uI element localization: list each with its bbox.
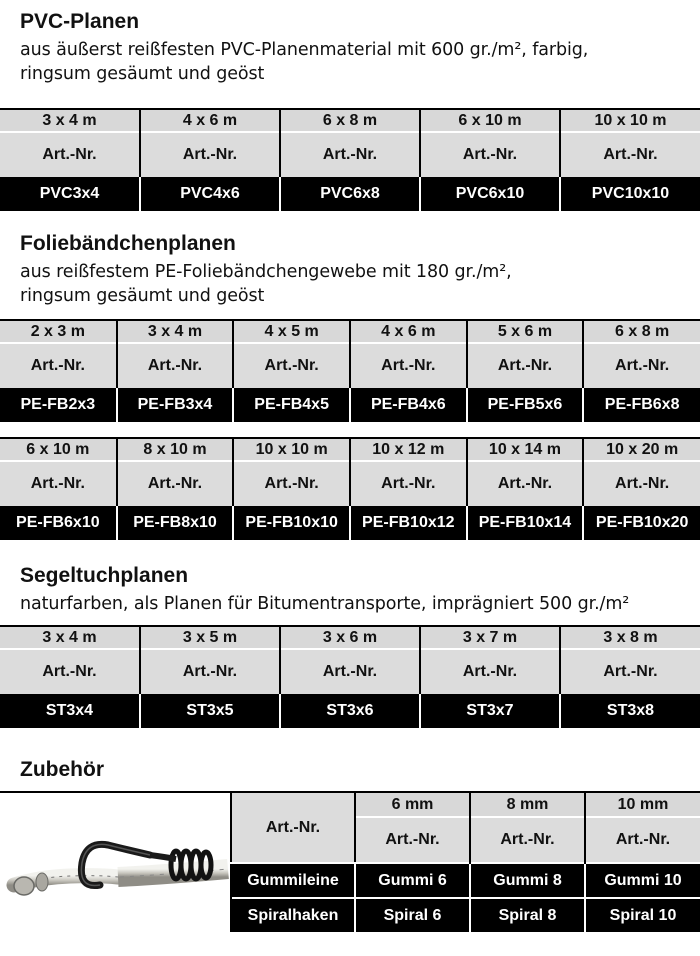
art-label: Art.-Nr.: [140, 649, 280, 694]
size-cell: 3 x 6 m: [280, 626, 420, 649]
article-code: Gummi 8: [470, 863, 585, 898]
size-cell: 8 mm: [470, 793, 585, 817]
article-code: Gummi 10: [585, 863, 700, 898]
art-label: Art.-Nr.: [233, 343, 350, 388]
art-label: Art.-Nr.: [117, 461, 234, 506]
article-code: PVC4x6: [140, 177, 280, 211]
art-label: Art.-Nr.: [0, 649, 140, 694]
article-code: PE-FB10x20: [583, 506, 700, 540]
art-label: Art.-Nr.: [585, 817, 700, 863]
art-label: Art.-Nr.: [467, 343, 584, 388]
size-cell: 6 mm: [355, 793, 470, 817]
row-label-spiralhaken: Spiralhaken: [231, 898, 355, 932]
art-label: Art.-Nr.: [560, 649, 700, 694]
art-label: Art.-Nr.: [0, 132, 140, 177]
art-label: Art.-Nr.: [0, 461, 117, 506]
size-cell: 10 x 12 m: [350, 438, 467, 461]
art-label: Art.-Nr.: [583, 343, 700, 388]
size-cell: 10 x 10 m: [233, 438, 350, 461]
article-code: PE-FB6x8: [583, 388, 700, 422]
article-code: PE-FB6x10: [0, 506, 117, 540]
article-code: PE-FB10x10: [233, 506, 350, 540]
article-code: Spiral 6: [355, 898, 470, 932]
section-title-segel: Segeltuchplanen: [20, 564, 189, 587]
article-code: PE-FB10x12: [350, 506, 467, 540]
size-cell: 3 x 8 m: [560, 626, 700, 649]
article-code: PE-FB3x4: [117, 388, 234, 422]
size-cell: 6 x 8 m: [583, 320, 700, 343]
section-title-pvc: PVC-Planen: [20, 10, 140, 33]
art-label: Art.-Nr.: [350, 343, 467, 388]
size-cell: 3 x 4 m: [0, 626, 140, 649]
size-cell: 6 x 8 m: [280, 109, 420, 132]
size-cell: 3 x 7 m: [420, 626, 560, 649]
art-label: Art.-Nr.: [467, 461, 584, 506]
folie-table-2: [0, 437, 700, 540]
zubehoer-block: [0, 791, 700, 941]
section-desc-segel: naturfarben, als Planen für Bitumentransporte, imprägniert 500 gr./m²: [20, 594, 630, 614]
article-code: PE-FB2x3: [0, 388, 117, 422]
size-cell: 2 x 3 m: [0, 320, 117, 343]
art-label: Art.-Nr.: [0, 343, 117, 388]
art-label: Art.-Nr.: [470, 817, 585, 863]
folie-table-1: [0, 319, 700, 422]
size-cell: 8 x 10 m: [117, 438, 234, 461]
art-label: Art.-Nr.: [233, 461, 350, 506]
size-cell: 4 x 6 m: [350, 320, 467, 343]
art-label: Art.-Nr.: [560, 132, 700, 177]
section-title-folie: Foliebändchenplanen: [20, 232, 236, 255]
art-label: Art.-Nr.: [420, 649, 560, 694]
size-cell: 6 x 10 m: [420, 109, 560, 132]
article-code: ST3x4: [0, 694, 140, 728]
art-label: Art.-Nr.: [350, 461, 467, 506]
art-label: Art.-Nr.: [280, 649, 420, 694]
article-code: PE-FB10x14: [467, 506, 584, 540]
size-cell: 10 mm: [585, 793, 700, 817]
article-code: PVC6x8: [280, 177, 420, 211]
art-label: Art.-Nr.: [420, 132, 560, 177]
art-label: Art.-Nr.: [583, 461, 700, 506]
article-code: ST3x6: [280, 694, 420, 728]
article-code: Gummi 6: [355, 863, 470, 898]
size-cell: 5 x 6 m: [467, 320, 584, 343]
size-cell: 10 x 14 m: [467, 438, 584, 461]
art-label-left: Art.-Nr.: [231, 793, 355, 863]
article-code: PVC3x4: [0, 177, 140, 211]
section-title-zubehoer: Zubehör: [20, 758, 104, 781]
article-code: PVC6x10: [420, 177, 560, 211]
art-label: Art.-Nr.: [140, 132, 280, 177]
article-code: PE-FB8x10: [117, 506, 234, 540]
size-cell: 4 x 6 m: [140, 109, 280, 132]
row-label-gummileine: Gummileine: [231, 863, 355, 898]
art-label: Art.-Nr.: [355, 817, 470, 863]
size-cell: 3 x 5 m: [140, 626, 280, 649]
article-code: Spiral 10: [585, 898, 700, 932]
art-label: Art.-Nr.: [280, 132, 420, 177]
segel-table: [0, 625, 700, 728]
section-desc-pvc: aus äußerst reißfesten PVC-Planenmaterial mit 600 gr./m², farbig, ringsum gesäumt und geöst: [20, 40, 589, 84]
size-cell: 6 x 10 m: [0, 438, 117, 461]
size-cell: 3 x 4 m: [117, 320, 234, 343]
size-cell: 10 x 20 m: [583, 438, 700, 461]
article-code: PE-FB4x5: [233, 388, 350, 422]
pvc-table: [0, 108, 700, 211]
section-desc-folie: aus reißfestem PE-Foliebändchengewebe mit 180 gr./m², ringsum gesäumt und geöst: [20, 262, 512, 306]
article-code: PVC10x10: [560, 177, 700, 211]
size-cell: 4 x 5 m: [233, 320, 350, 343]
article-code: ST3x5: [140, 694, 280, 728]
bungee-cord-hook-icon: [0, 793, 230, 941]
article-code: PE-FB5x6: [467, 388, 584, 422]
size-cell: 10 x 10 m: [560, 109, 700, 132]
size-cell: 3 x 4 m: [0, 109, 140, 132]
art-label: Art.-Nr.: [117, 343, 234, 388]
article-code: ST3x8: [560, 694, 700, 728]
zubehoer-table: [230, 793, 700, 932]
article-code: ST3x7: [420, 694, 560, 728]
article-code: PE-FB4x6: [350, 388, 467, 422]
article-code: Spiral 8: [470, 898, 585, 932]
